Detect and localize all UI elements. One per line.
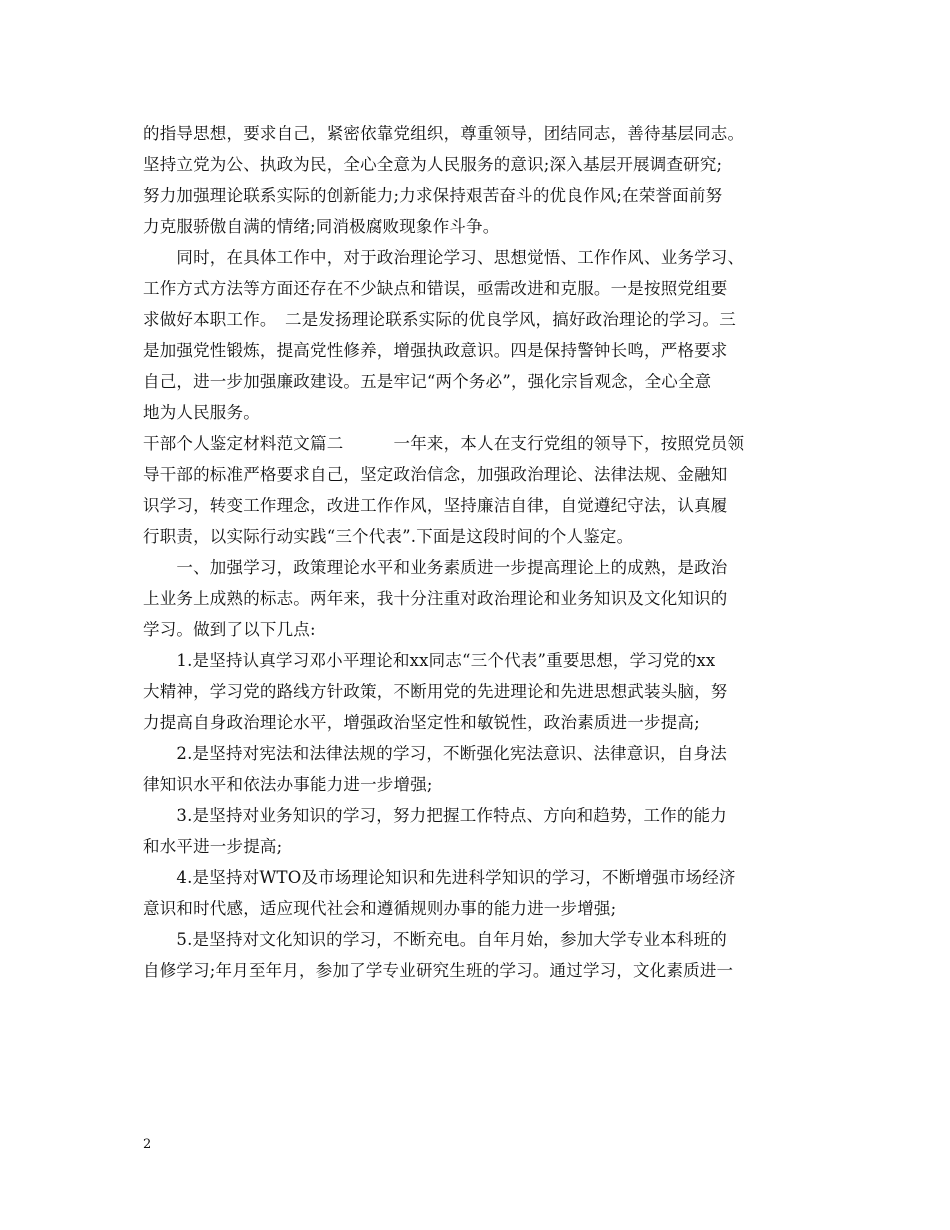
text-line: 5.是坚持对文化知识的学习，不断充电。自年月始，参加大学专业本科班的 <box>143 930 727 949</box>
text-line: 的指导思想，要求自己，紧密依靠党组织，尊重领导，团结同志，善待基层同志。 <box>143 124 745 143</box>
text-line: 自己，进一步加强廉政建设。五是牢记“两个务必”，强化宗旨观念，全心全意 <box>143 372 712 391</box>
text-line: 同时，在具体工作中，对于政治理论学习、思想觉悟、工作作风、业务学习、 <box>143 248 745 267</box>
text-line: 大精神，学习党的路线方针政策，不断用党的先进理论和先进思想武装头脑，努 <box>143 682 728 701</box>
text-line: 力克服骄傲自满的情绪;同消极腐败现象作斗争。 <box>143 217 500 236</box>
text-line: 4.是坚持对WTO及市场理论知识和先进科学知识的学习，不断增强市场经济 <box>143 868 736 887</box>
text-line: 2.是坚持对宪法和法律法规的学习，不断强化宪法意识、法律意识，自身法 <box>143 744 727 763</box>
text-line: 识学习，转变工作理念，改进工作作风，坚持廉洁自律，自觉遵纪守法，认真履 <box>143 496 728 515</box>
text-line: 是加强党性锻炼，提高党性修养，增强执政意识。四是保持警钟长鸣，严格要求 <box>143 341 728 360</box>
text-line: 学习。做到了以下几点: <box>143 620 316 639</box>
page-number: 2 <box>143 1137 152 1152</box>
text-line: 行职责，以实际行动实践“三个代表”.下面是这段时间的个人鉴定。 <box>143 527 634 546</box>
text-line: 律知识水平和依法办事能力进一步增强; <box>143 775 433 794</box>
text-line: 意识和时代感，适应现代社会和遵循规则办事的能力进一步增强; <box>143 899 617 918</box>
text-line: 地为人民服务。 <box>143 403 260 422</box>
text-line: 坚持立党为公、执政为民，全心全意为人民服务的意识;深入基层开展调查研究; <box>143 155 723 174</box>
text-line: 努力加强理论联系实际的创新能力;力求保持艰苦奋斗的优良作风;在荣誉面前努 <box>143 186 723 205</box>
text-line: 力提高自身政治理论水平，增强政治坚定性和敏锐性，政治素质进一步提高; <box>143 713 700 732</box>
document-body <box>143 118 811 986</box>
text-line: 求做好本职工作。 二是发扬理论联系实际的优良学风，搞好政治理论的学习。三 <box>143 310 736 329</box>
text-line: 上业务上成熟的标志。两年来，我十分注重对政治理论和业务知识及文化知识的 <box>143 589 728 608</box>
text-line: 干部个人鉴定材料范文篇二 一年来，本人在支行党组的领导下，按照党员领 <box>143 434 745 453</box>
text-line: 导干部的标准严格要求自己，坚定政治信念，加强政治理论、法律法规、金融知 <box>143 465 728 484</box>
text-line: 自修学习;年月至年月，参加了学专业研究生班的学习。通过学习，文化素质进一 <box>143 961 734 980</box>
text-line: 和水平进一步提高; <box>143 837 283 856</box>
text-line: 工作方式方法等方面还存在不少缺点和错误，亟需改进和克服。一是按照党组要 <box>143 279 728 298</box>
text-line: 3.是坚持对业务知识的学习，努力把握工作特点、方向和趋势，工作的能力 <box>143 806 727 825</box>
text-line: 一、加强学习，政策理论水平和业务素质进一步提高理论上的成熟，是政治 <box>143 558 728 577</box>
text-line: 1.是坚持认真学习邓小平理论和xx同志“三个代表”重要思想，学习党的xx <box>143 651 716 670</box>
